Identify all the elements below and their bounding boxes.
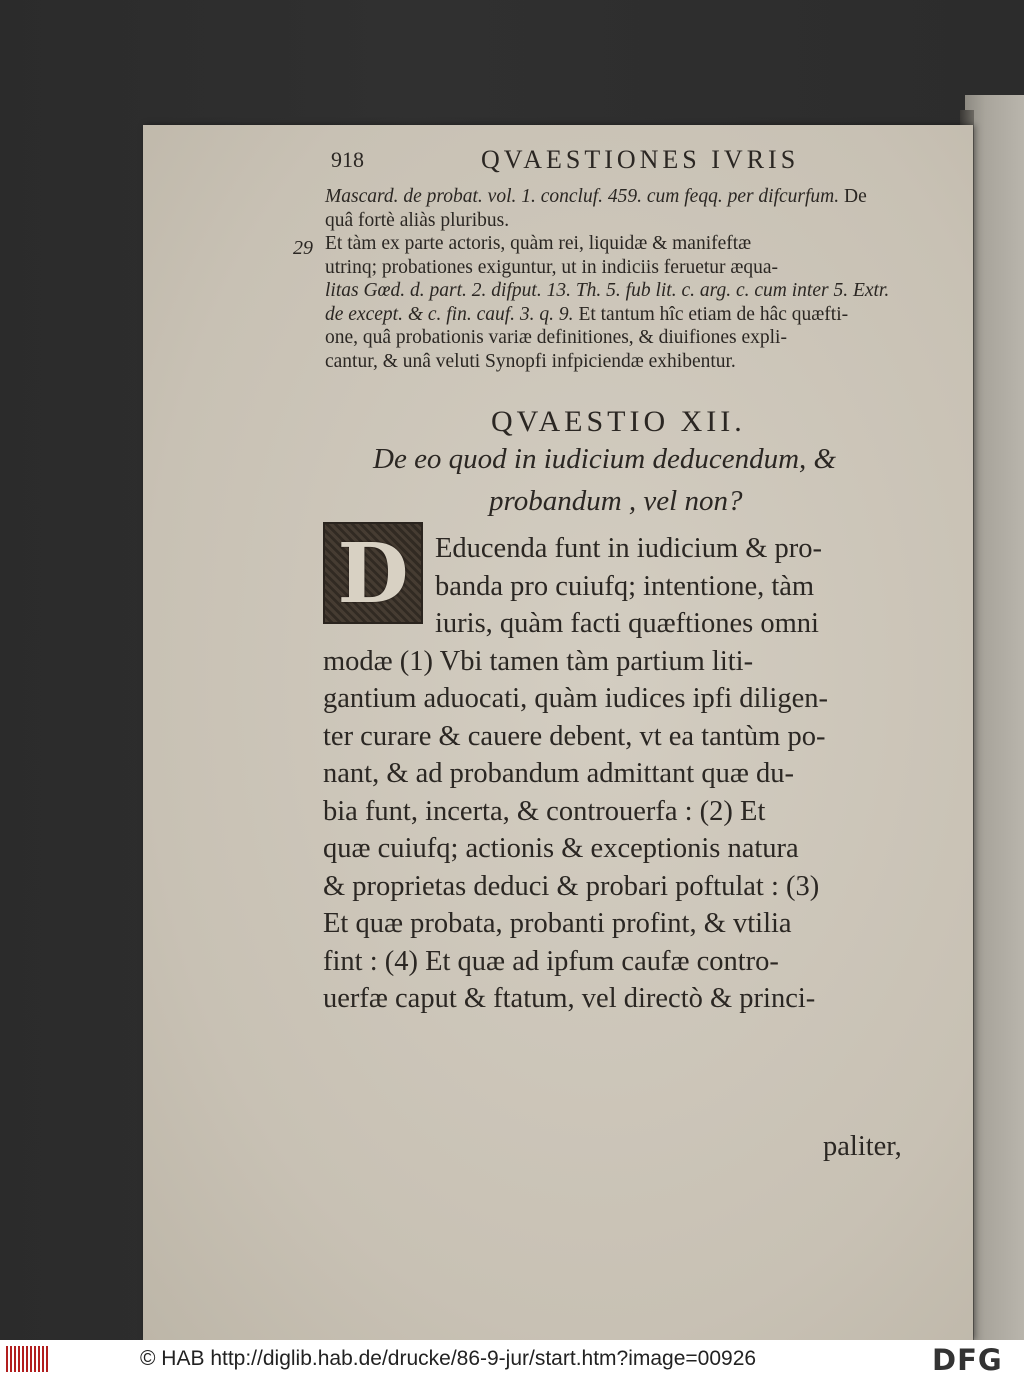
intro-text: Et tàm ex parte actoris, quàm rei, liquidæ & manifeftæ (325, 233, 752, 254)
intro-line (325, 279, 889, 303)
intro-line (325, 350, 736, 374)
body-line: fint : (4) Et quæ ad ipfum caufæ contro- (323, 945, 779, 977)
decorated-initial (323, 522, 423, 624)
initial-letter: D (337, 526, 409, 622)
body-line: nant, & ad probandum admittant quæ du- (323, 758, 794, 789)
body-line: ter curare & cauere debent, vt ea tantùm po- (323, 720, 826, 752)
body-line: banda pro cuiufq; intentione, tàm (435, 570, 815, 602)
citation-text: Mascard. de probat. vol. 1. concluf. 459. cum feqq. per difcurfum. (325, 186, 840, 207)
hab-barcode-icon (6, 1346, 48, 1372)
intro-line (325, 256, 778, 280)
intro-text: one, quâ probationis variæ definitiones, & diuifiones expli- (325, 327, 787, 348)
citation-text: de except. & c. fin. cauf. 3. q. 9. (325, 303, 574, 325)
citation-text: litas Gœd. d. part. 2. difput. 13. Th. 5. fub lit. c. arg. c. cum inter 5. Extr. (325, 280, 890, 301)
body-line: Educenda funt in iudicium & pro- (435, 533, 823, 564)
question-title: QVAESTIO XII. (491, 405, 746, 438)
body-line: & proprietas deduci & probari poftulat : (3) (323, 870, 820, 902)
running-title: QVAESTIONES IVRIS (481, 145, 800, 174)
intro-line (325, 185, 867, 209)
dfg-logo: DFG (932, 1343, 1003, 1377)
body-line: bia funt, incerta, & controuerfa : (2) Et (323, 795, 766, 827)
intro-text: De (839, 186, 867, 207)
question-subtitle-line-2: probandum , vel non? (489, 485, 743, 517)
viewer-footer (0, 1340, 1024, 1378)
marginal-number: 29 (293, 237, 313, 259)
book-page (143, 125, 973, 1340)
body-line: gantium aduocati, quàm iudices ipfi diligen- (323, 683, 828, 714)
body-line: quæ cuiufq; actionis & exceptionis natura (323, 833, 799, 864)
question-subtitle-line-1: De eo quod in iudicium deducendum, & (373, 443, 837, 475)
body-line: Et quæ probata, probanti profint, & vtilia (323, 908, 792, 939)
intro-line (325, 232, 751, 256)
intro-line (325, 326, 787, 350)
intro-text: cantur, & unâ veluti Synopfi infpiciendæ exhibentur. (325, 350, 736, 372)
body-line: iuris, quàm facti quæftiones omni (435, 608, 819, 639)
copyright-url[interactable]: © HAB http://diglib.hab.de/drucke/86-9-jur/start.htm?image=00926 (140, 1347, 757, 1370)
body-line: modæ (1) Vbi tamen tàm partium liti- (323, 645, 754, 677)
catchword: paliter, (823, 1131, 902, 1162)
intro-line (325, 303, 848, 327)
page-number: 918 (331, 147, 364, 172)
body-line: uerfæ caput & ftatum, vel directò & princi- (323, 983, 816, 1014)
intro-text: utrinq; probationes exiguntur, ut in indiciis feruetur æqua- (325, 256, 779, 278)
intro-text: Et tantum hîc etiam de hâc quæfti- (573, 303, 849, 325)
intro-text: quâ fortè aliàs pluribus. (325, 209, 510, 231)
intro-line (325, 209, 509, 233)
